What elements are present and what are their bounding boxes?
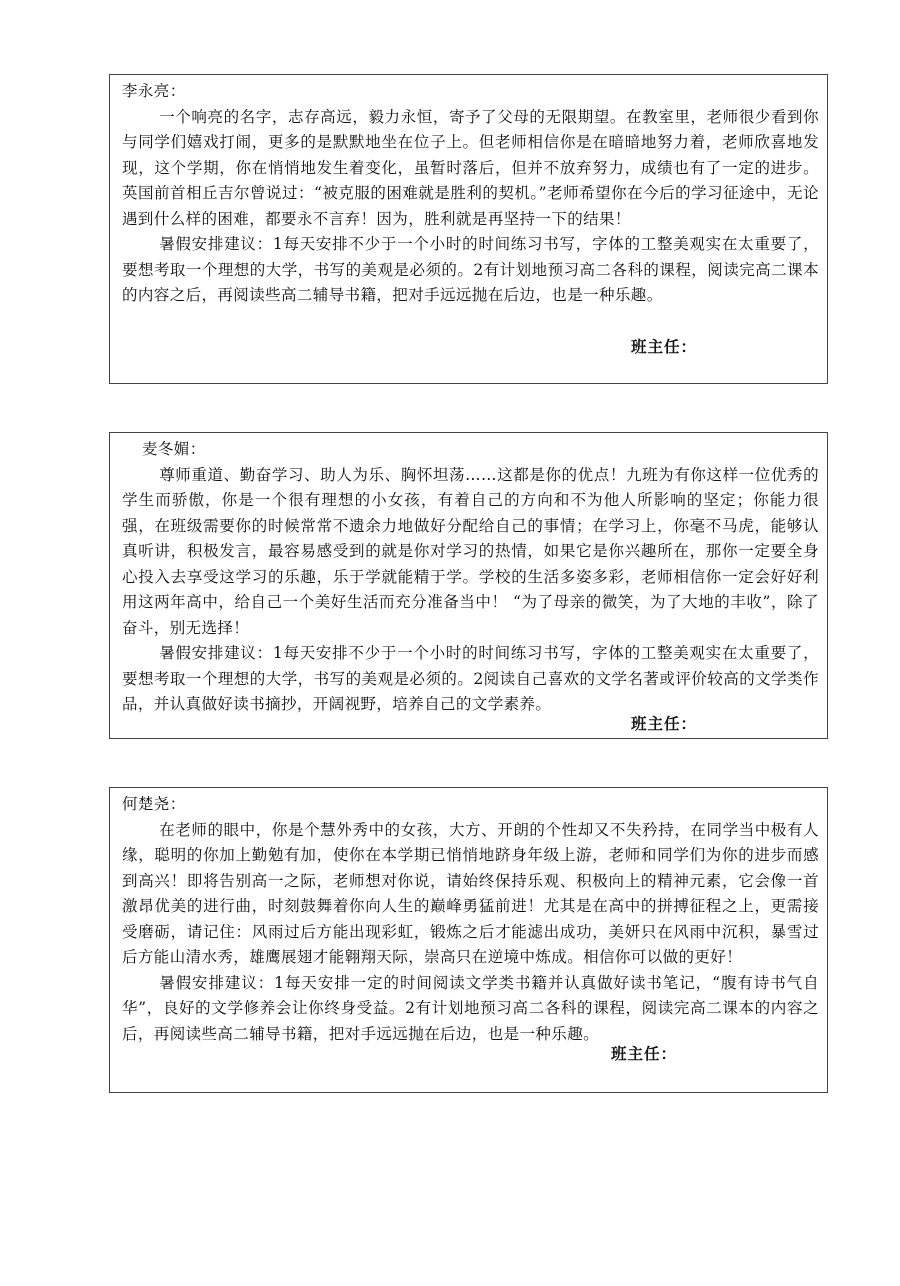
summer-suggestion: 暑假安排建议：1每天安排不少于一个小时的时间练习书写，字体的工整美观实在太重要了，要想考取一个理想的大学，书写的美观是必须的。2阅读自己喜欢的文学名著或评价较高的文学类作品，并认真做好读书摘抄，开阔视野，培养自己的文学素养。 [122, 644, 819, 713]
summer-suggestion: 暑假安排建议：1每天安排不少于一个小时的时间练习书写，字体的工整美观实在太重要了，要想考取一个理想的大学，书写的美观是必须的。2有计划地预习高二各科的课程，阅读完高二课本的内容之后，再阅读些高二辅导书籍，把对手远远抛在后边，也是一种乐趣。 [122, 235, 819, 304]
comment-card-2 [109, 432, 828, 739]
comment-card-1 [109, 74, 828, 384]
comment-card-3 [109, 787, 828, 1093]
head-teacher-signature: 班主任： [630, 713, 697, 733]
summer-suggestion: 暑假安排建议：1每天安排一定的时间阅读文学类书籍并认真做好读书笔记，“腹有诗书气自华”，良好的文学修养会让你终身受益。2有计划地预习高二各科的课程，阅读完高二课本的内容之后，再阅读些高二辅导书籍，把对手远远抛在后边，也是一种乐趣。 [122, 973, 819, 1043]
head-teacher-signature: 班主任： [630, 336, 697, 356]
head-teacher-signature: 班主任： [610, 1043, 677, 1063]
student-name: 麦冬媚： [142, 440, 206, 458]
student-name: 李永亮： [122, 82, 186, 100]
teacher-comment: 一个响亮的名字，志存高远，毅力永恒，寄予了父母的无限期望。在教室里，老师很少看到你与同学们嬉戏打闹，更多的是默默地坐在位子上。但老师相信你是在暗暗地努力着，老师欣喜地发现，这个学期，你在悄悄地发生着变化，虽暂时落后，但并不放弃努力，成绩也有了一定的进步。英国前首相丘吉尔曾说过：“被克服的困难就是胜利的契机。”老师希望你在今后的学习征途中，无论遇到什么样的困难，都要永不言弃！因为，胜利就是再坚持一下的结果！ [122, 107, 819, 228]
teacher-comment: 尊师重道、勤奋学习、助人为乐、胸怀坦荡……这都是你的优点！九班为有你这样一位优秀的学生而骄傲，你是一个很有理想的小女孩，有着自己的方向和不为他人所影响的坚定；你能力很强，在班级需要你的时候常常不遗余力地做好分配给自己的事情；在学习上，你毫不马虎，能够认真听讲，积极发言，最容易感受到的就是你对学习的热情，如果它是你兴趣所在，那你一定要全身心投入去享受这学习的乐趣，乐于学就能精于学。学校的生活多姿多彩，老师相信你一定会好好利用这两年高中，给自己一个美好生活而充分准备当中！ “为了母亲的微笑，为了大地的丰收”，除了奋斗，别无选择！ [122, 465, 819, 637]
student-name: 何楚尧： [122, 795, 186, 813]
teacher-comment: 在老师的眼中，你是个慧外秀中的女孩，大方、开朗的个性却又不失矜持，在同学当中极有人缘，聪明的你加上勤勉有加，使你在本学期已悄悄地跻身年级上游，老师和同学们为你的进步而感到高兴！即将告别高一之际，老师想对你说，请始终保持乐观、积极向上的精神元素，它会像一首激昂优美的进行曲，时刻鼓舞着你向人生的巅峰勇猛前进！尤其是在高中的拼搏征程之上，更需接受磨砺，请记住：风雨过后方能出现彩虹，锻炼之后才能滤出成功，美妍只在风雨中沉积，暴雪过后方能山清水秀，雄鹰展翅才能翱翔天际，崇高只在逆境中炼成。相信你可以做的更好！ [122, 820, 819, 966]
